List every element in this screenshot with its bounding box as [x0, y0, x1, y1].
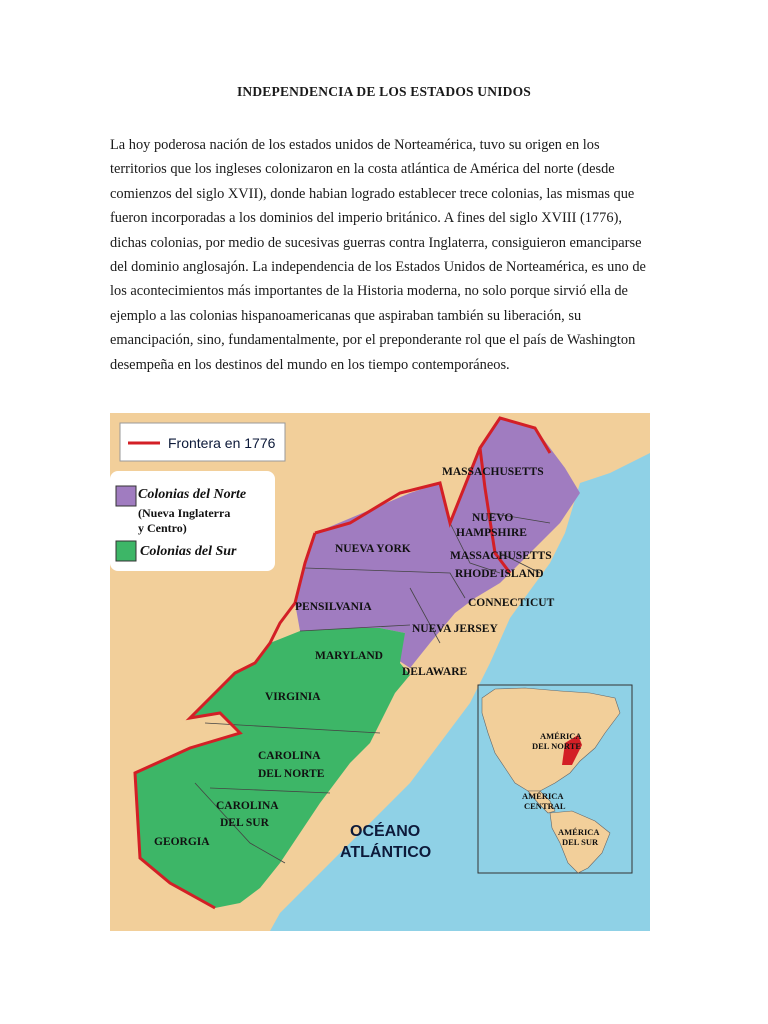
- page-title: INDEPENDENCIA DE LOS ESTADOS UNIDOS: [236, 84, 532, 99]
- label-georgia: GEORGIA: [154, 836, 210, 848]
- label-carolina-norte-2: DEL NORTE: [258, 768, 325, 780]
- inset-label-central-america-2: CENTRAL: [524, 801, 566, 811]
- label-massachusetts-north: MASSACHUSETTS: [442, 466, 544, 478]
- legend-north-label: Colonias del Norte: [138, 487, 247, 502]
- label-connecticut: CONNECTICUT: [468, 597, 555, 609]
- body-paragraph: La hoy poderosa nación de los estados unidos de Norteamérica, tuvo su origen en los territorios que los ingleses colonizaron en la costa atlántica de América del norte (desde comienzos del siglo XVII), donde habian logrado establecer trece colonias, las mismas que fueron incorporadas a los dominios del imperio británico. A fines del siglo XVIII (1776), dichas colonias, por medio de sucesivas guerras contra Inglaterra, consiguieron emanciparse del dominio anglosajón. La independencia de los Estados Unidos de Norteamérica, es uno de los acontecimientos más importantes de la Historia moderna, no solo porque sirvió ella de ejemplo a las colonias hispanoamericanas que aspiraban también su liberación, su emancipación, sino, fundamentalmente, por el preponderante rol que el país de Washington desempeña en los destinos del mundo en los tiempo contemporáneos.: [110, 137, 646, 373]
- label-carolina-sur-2: DEL SUR: [220, 817, 269, 829]
- label-massachusetts: MASSACHUSETTS: [450, 550, 552, 562]
- inset-americas-map: [478, 685, 632, 873]
- colonies-map: [110, 413, 650, 931]
- legend-south-swatch: [116, 541, 136, 561]
- label-nueva-jersey: NUEVA JERSEY: [412, 623, 498, 635]
- label-nueva-york: NUEVA YORK: [335, 543, 411, 555]
- label-hampshire: HAMPSHIRE: [456, 527, 527, 539]
- ocean-label-2: ATLÁNTICO: [340, 844, 432, 861]
- label-pensilvania: PENSILVANIA: [295, 601, 372, 613]
- inset-label-central-america-1: AMÉRICA: [522, 791, 564, 801]
- inset-label-north-america-2: DEL NORTE: [532, 741, 582, 751]
- label-carolina-sur-1: CAROLINA: [216, 800, 279, 812]
- ocean-label-1: OCÉANO: [350, 823, 421, 840]
- inset-label-south-america-2: DEL SUR: [562, 837, 599, 847]
- legend-north-sub2: y Centro): [138, 521, 187, 535]
- inset-label-north-america-1: AMÉRICA: [540, 731, 582, 741]
- label-delaware: DELAWARE: [402, 666, 468, 678]
- map-graphic: [110, 413, 650, 931]
- label-nuevo: NUEVO: [472, 512, 514, 524]
- label-rhode-island: RHODE ISLAND: [455, 568, 544, 580]
- label-carolina-norte-1: CAROLINA: [258, 750, 321, 762]
- legend-border-label: Frontera en 1776: [168, 435, 276, 451]
- inset-label-south-america-1: AMÉRICA: [558, 827, 600, 837]
- legend-north-swatch: [116, 486, 136, 506]
- label-maryland: MARYLAND: [315, 650, 383, 662]
- label-virginia: VIRGINIA: [265, 691, 321, 703]
- legend-north-sub1: (Nueva Inglaterra: [138, 506, 231, 520]
- legend-south-label: Colonias del Sur: [140, 544, 237, 559]
